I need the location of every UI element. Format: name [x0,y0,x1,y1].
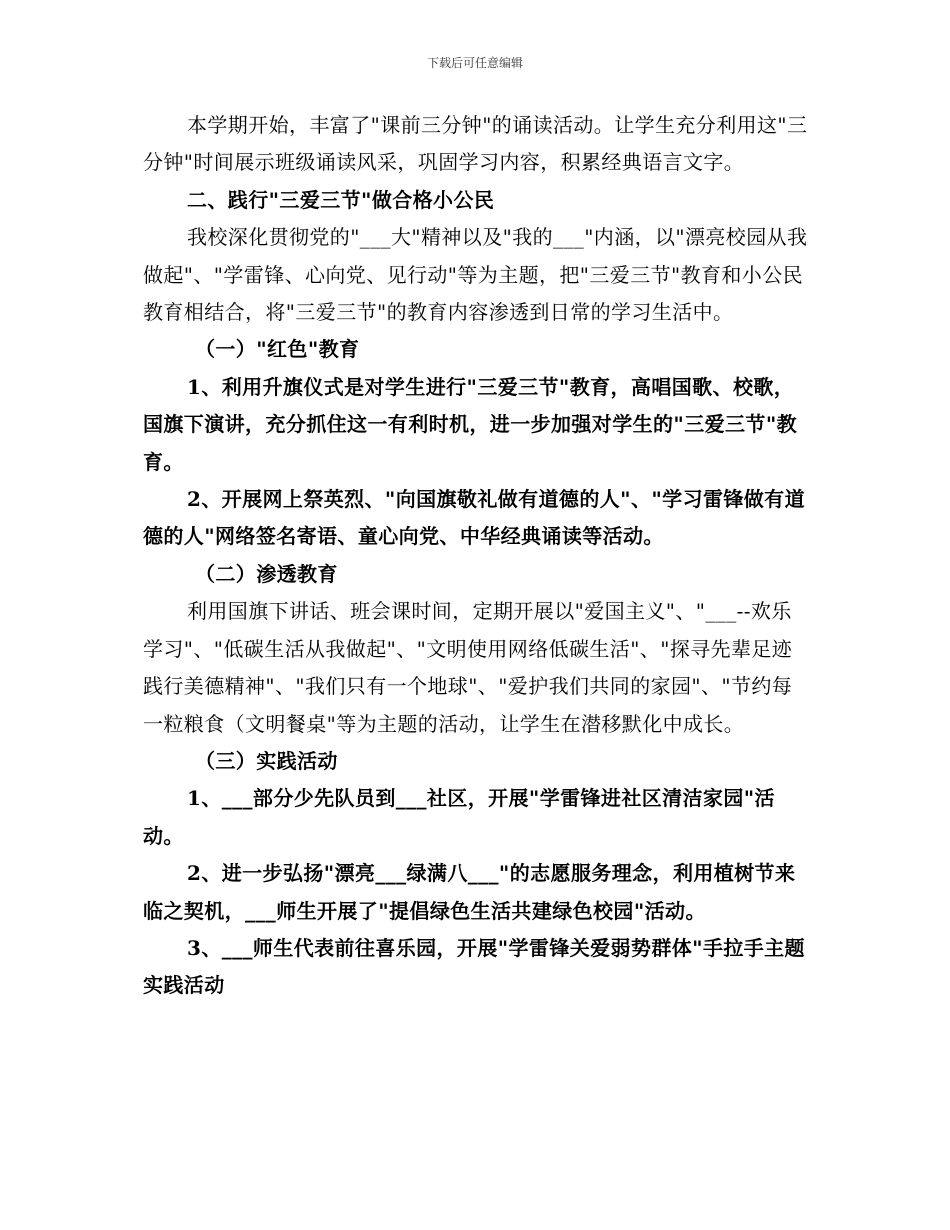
page-header: 下载后可任意编辑 [426,56,523,70]
subheading-red-education: （一）"红色"教育 [195,337,360,362]
document-body [143,107,811,1005]
section-heading-2: 二、践行"三爱三节"做合格小公民 [187,187,495,212]
subheading-penetration-education: （二）渗透教育 [195,561,338,586]
paragraph-recitation: 本学期开始，丰富了"课前三分钟"的诵读活动。让学生充分利用这"三分钟"时间展示班级诵读风采，巩固学习内容，积累经典语言文字。 [143,113,808,175]
paragraph-penetration: 利用国旗下讲话、班会课时间，定期开展以"爱国主义"、"___--欢乐学习"、"低碳生活从我做起"、"文明使用网络低碳生活"、"探寻先辈足迹践行美德精神"、"我们只有一个地球"、"爱护我们共同的家园"、"节约每一粒粮食（文明餐桌"等为主题的活动，让学生在潜移默化中成长。 [143,599,793,736]
item-practice-2: 2、进一步弘扬"漂亮___绿满八___"的志愿服务理念，利用植树节来临之契机，___师生开展了"提倡绿色生活共建绿色校园"活动。 [143,861,796,923]
item-red-1: 1、利用升旗仪式是对学生进行"三爱三节"教育，高唱国歌、校歌，国旗下演讲，充分抓住这一有利时机，进一步加强对学生的"三爱三节"教育。 [143,374,798,474]
item-practice-3: 3、___师生代表前往喜乐园，开展"学雷锋关爱弱势群体"手拉手主题实践活动 [143,935,805,998]
subheading-practice: （三）实践活动 [195,748,338,773]
item-practice-1: 1、___部分少先队员到___社区，开展"学雷锋进社区清洁家园"活动。 [143,786,775,848]
paragraph-three-loves: 我校深化贯彻党的"___大"精神以及"我的___"内涵，以"漂亮校园从我做起"、"学雷锋、心向党、见行动"等为主题，把"三爱三节"教育和小公民教育相结合，将"三爱三节"的教育内容渗透到日常的学习生活中。 [143,225,808,325]
item-red-2: 2、开展网上祭英烈、"向国旗敬礼做有道德的人"、"学习雷锋做有道德的人"网络签名寄语、童心向党、中华经典诵读等活动。 [143,487,805,549]
